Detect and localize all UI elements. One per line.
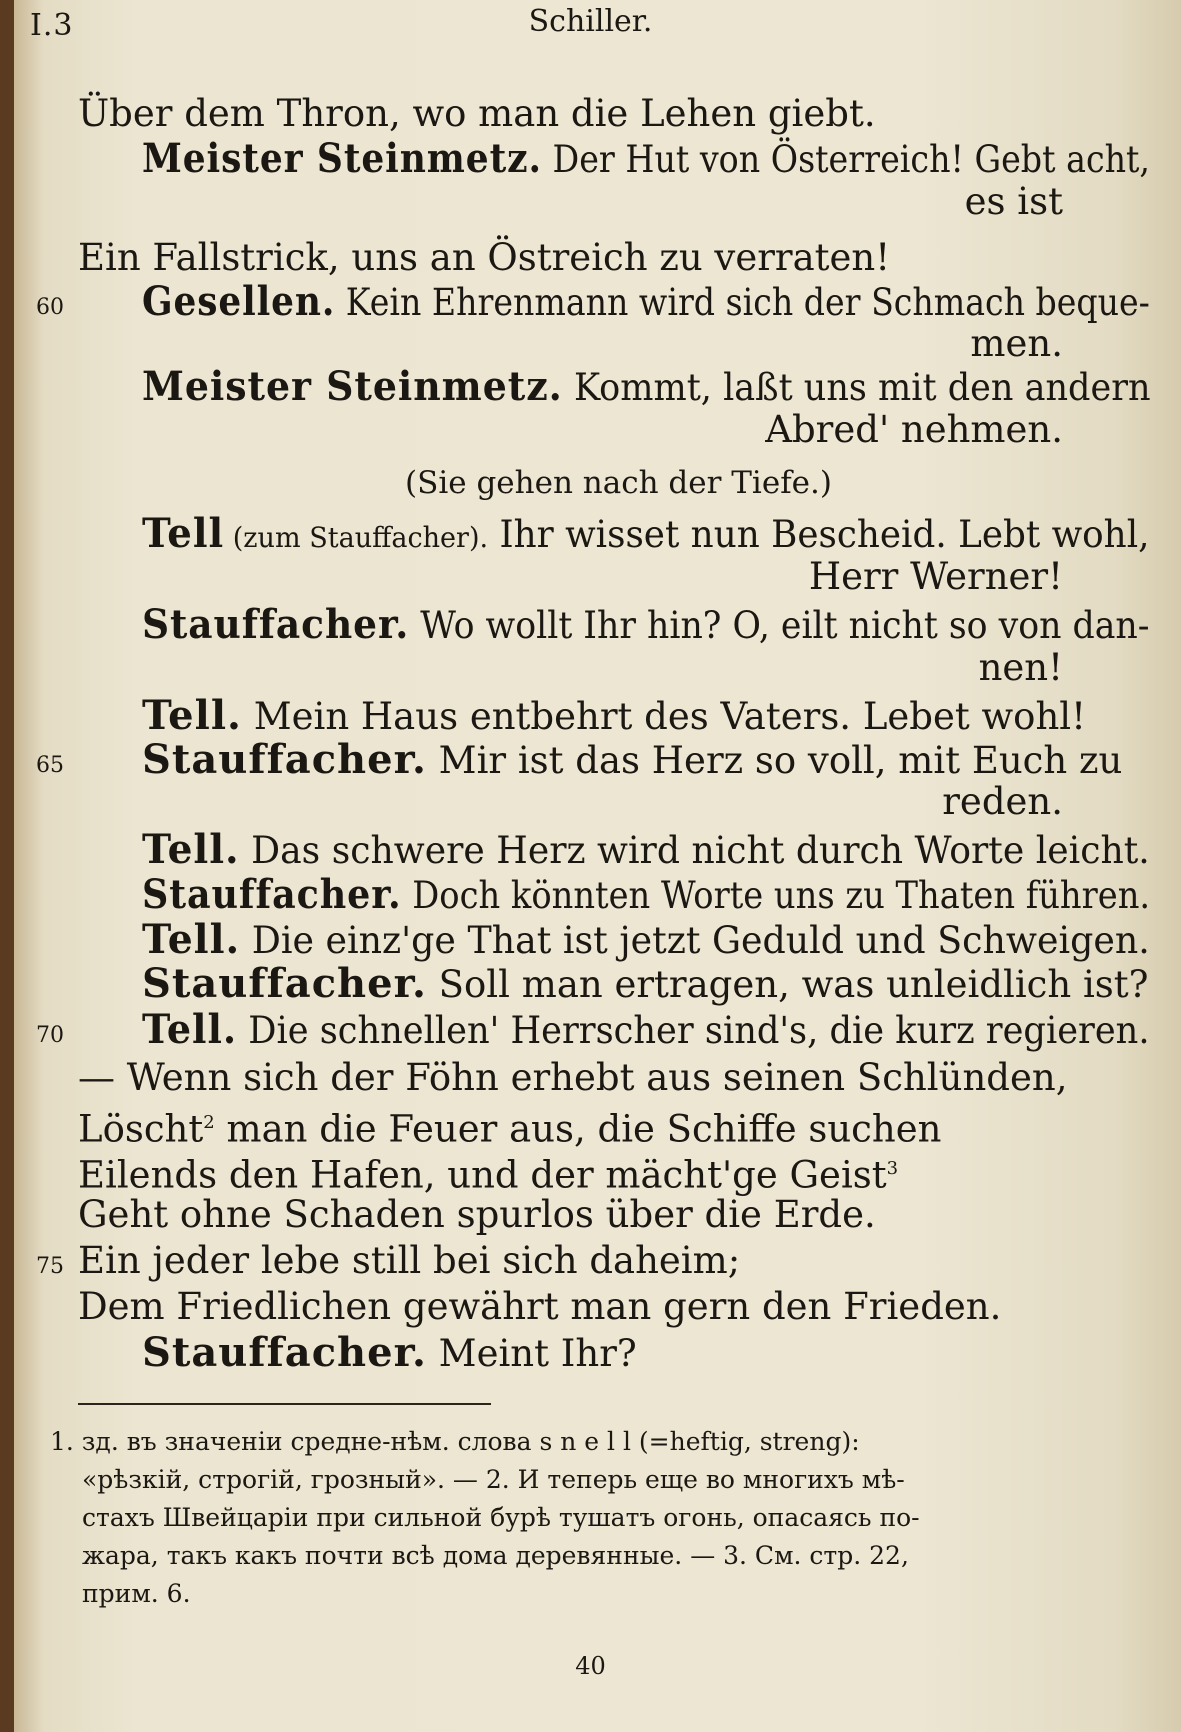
line-text: Ein Fallstrick, uns an Östreich zu verraten! <box>78 236 891 279</box>
footnote-line: стахъ Швейцаріи при сильной бурѣ тушатъ огонь, опасаясь по- <box>82 1503 920 1532</box>
line-number: 70 <box>36 1023 64 1048</box>
page-number: 40 <box>575 1652 606 1680</box>
verse-line <box>78 1147 898 1197</box>
speaker-name: Tell. <box>142 826 240 873</box>
speaker-name: Meister Steinmetz. <box>142 363 563 410</box>
verse-line <box>78 1285 1001 1329</box>
line-text: — Wenn sich der Föhn erhebt aus seinen Schlünden, <box>78 1056 1068 1099</box>
line-text: Mir ist das Herz so voll, mit Euch zu <box>426 739 1123 782</box>
line-number: 60 <box>36 295 64 320</box>
line-text: Löscht <box>78 1107 204 1151</box>
line-continuation: es ist <box>964 180 1063 223</box>
line-continuation: nen! <box>978 646 1063 689</box>
verse-line <box>78 1239 740 1283</box>
speaker-name: Stauffacher. <box>142 1329 427 1376</box>
footnote-line: прим. 6. <box>82 1579 191 1608</box>
section-marker: I.3 <box>30 8 74 43</box>
line-text: Kommt, laßt uns mit den andern <box>562 366 1151 409</box>
line-text: Doch könnten Worte uns zu Thaten führen. <box>401 874 1151 917</box>
line-text: Die schnellen' Herrscher sind's, die kurz regieren. <box>237 1009 1150 1052</box>
line-continuation: men. <box>970 322 1063 365</box>
line-continuation: Abred' nehmen. <box>765 408 1063 451</box>
line-text: Ein jeder lebe still bei sich daheim; <box>78 1239 741 1282</box>
footnote-rule <box>78 1403 491 1405</box>
verse-line <box>78 1193 876 1237</box>
verse-line <box>78 236 890 280</box>
verse-line <box>142 738 1122 783</box>
line-text: Ihr wisset nun Bescheid. Lebt wohl, <box>488 513 1150 556</box>
speaker-name: Tell <box>142 510 225 557</box>
speaker-name: Tell. <box>142 916 241 963</box>
verse-line <box>142 137 1150 182</box>
line-text: man die Feuer aus, die Schiffe suchen <box>214 1107 942 1151</box>
line-text: Eilends den Hafen, und der mächt'ge Geist <box>78 1153 887 1197</box>
verse-line <box>142 873 1150 918</box>
running-header: Schiller. <box>528 4 653 39</box>
verse-line <box>142 603 1149 648</box>
line-text: Soll man ertragen, was unleidlich ist? <box>426 963 1149 1006</box>
line-text: Meint Ihr? <box>426 1332 637 1375</box>
verse-line <box>142 962 1149 1007</box>
speaker-name: Gesellen. <box>142 278 336 325</box>
footnote-line: 1. зд. въ значеніи средне-нѣм. слова s n e l l (=heftig, streng): <box>50 1427 860 1456</box>
verse-line <box>78 1101 941 1151</box>
speaker-name: Tell. <box>142 1006 238 1053</box>
verse-line <box>142 1008 1150 1053</box>
verse-line <box>78 1056 1067 1100</box>
verse-line <box>142 828 1150 873</box>
line-number: 65 <box>36 753 64 778</box>
footnote-ref: 2 <box>203 1112 215 1133</box>
verse-line <box>142 280 1150 325</box>
speaker-name: Meister Steinmetz. <box>142 135 542 182</box>
line-continuation: Herr Werner! <box>808 555 1063 598</box>
line-text: Dem Friedlichen gewährt man gern den Frieden. <box>78 1285 1002 1328</box>
verse-line <box>142 1331 637 1376</box>
speaker-name: Stauffacher. <box>142 601 410 648</box>
line-text: Das schwere Herz wird nicht durch Worte leicht. <box>239 829 1150 872</box>
line-text: Mein Haus entbehrt des Vaters. Lebet wohl! <box>241 695 1086 738</box>
verse-line <box>78 92 876 136</box>
line-text: Geht ohne Schaden spurlos über die Erde. <box>78 1193 876 1236</box>
stage-direction: (Sie gehen nach der Tiefe.) <box>405 465 832 501</box>
footnote-line: «рѣзкій, строгій, грозный». — 2. И теперь еще во многихъ мѣ- <box>82 1465 905 1494</box>
speaker-name: Stauffacher. <box>142 736 427 783</box>
footnote-line: жара, такъ какъ почти всѣ дома деревянные. — 3. См. стр. 22, <box>82 1541 909 1570</box>
speaker-name: Stauffacher. <box>142 871 402 918</box>
line-text: Wo wollt Ihr hin? O, eilt nicht so von dan- <box>409 604 1150 647</box>
line-text: Der Hut von Österreich! Gebt acht, <box>541 138 1151 181</box>
verse-line <box>142 512 1150 560</box>
line-text: Die einz'ge That ist jetzt Geduld und Schweigen. <box>240 919 1150 962</box>
speaker-name: Stauffacher. <box>142 960 427 1007</box>
speaker-direction: (zum Stauffacher). <box>224 521 489 554</box>
line-text: Über dem Thron, wo man die Lehen giebt. <box>78 92 876 135</box>
line-continuation: reden. <box>942 780 1063 823</box>
line-number: 75 <box>36 1254 64 1279</box>
footnote-ref: 3 <box>886 1158 899 1179</box>
verse-line <box>142 694 1086 739</box>
speaker-name: Tell. <box>142 692 242 739</box>
verse-line <box>142 365 1151 410</box>
verse-line <box>142 918 1150 963</box>
line-text: Kein Ehrenmann wird sich der Schmach beque- <box>335 281 1150 324</box>
